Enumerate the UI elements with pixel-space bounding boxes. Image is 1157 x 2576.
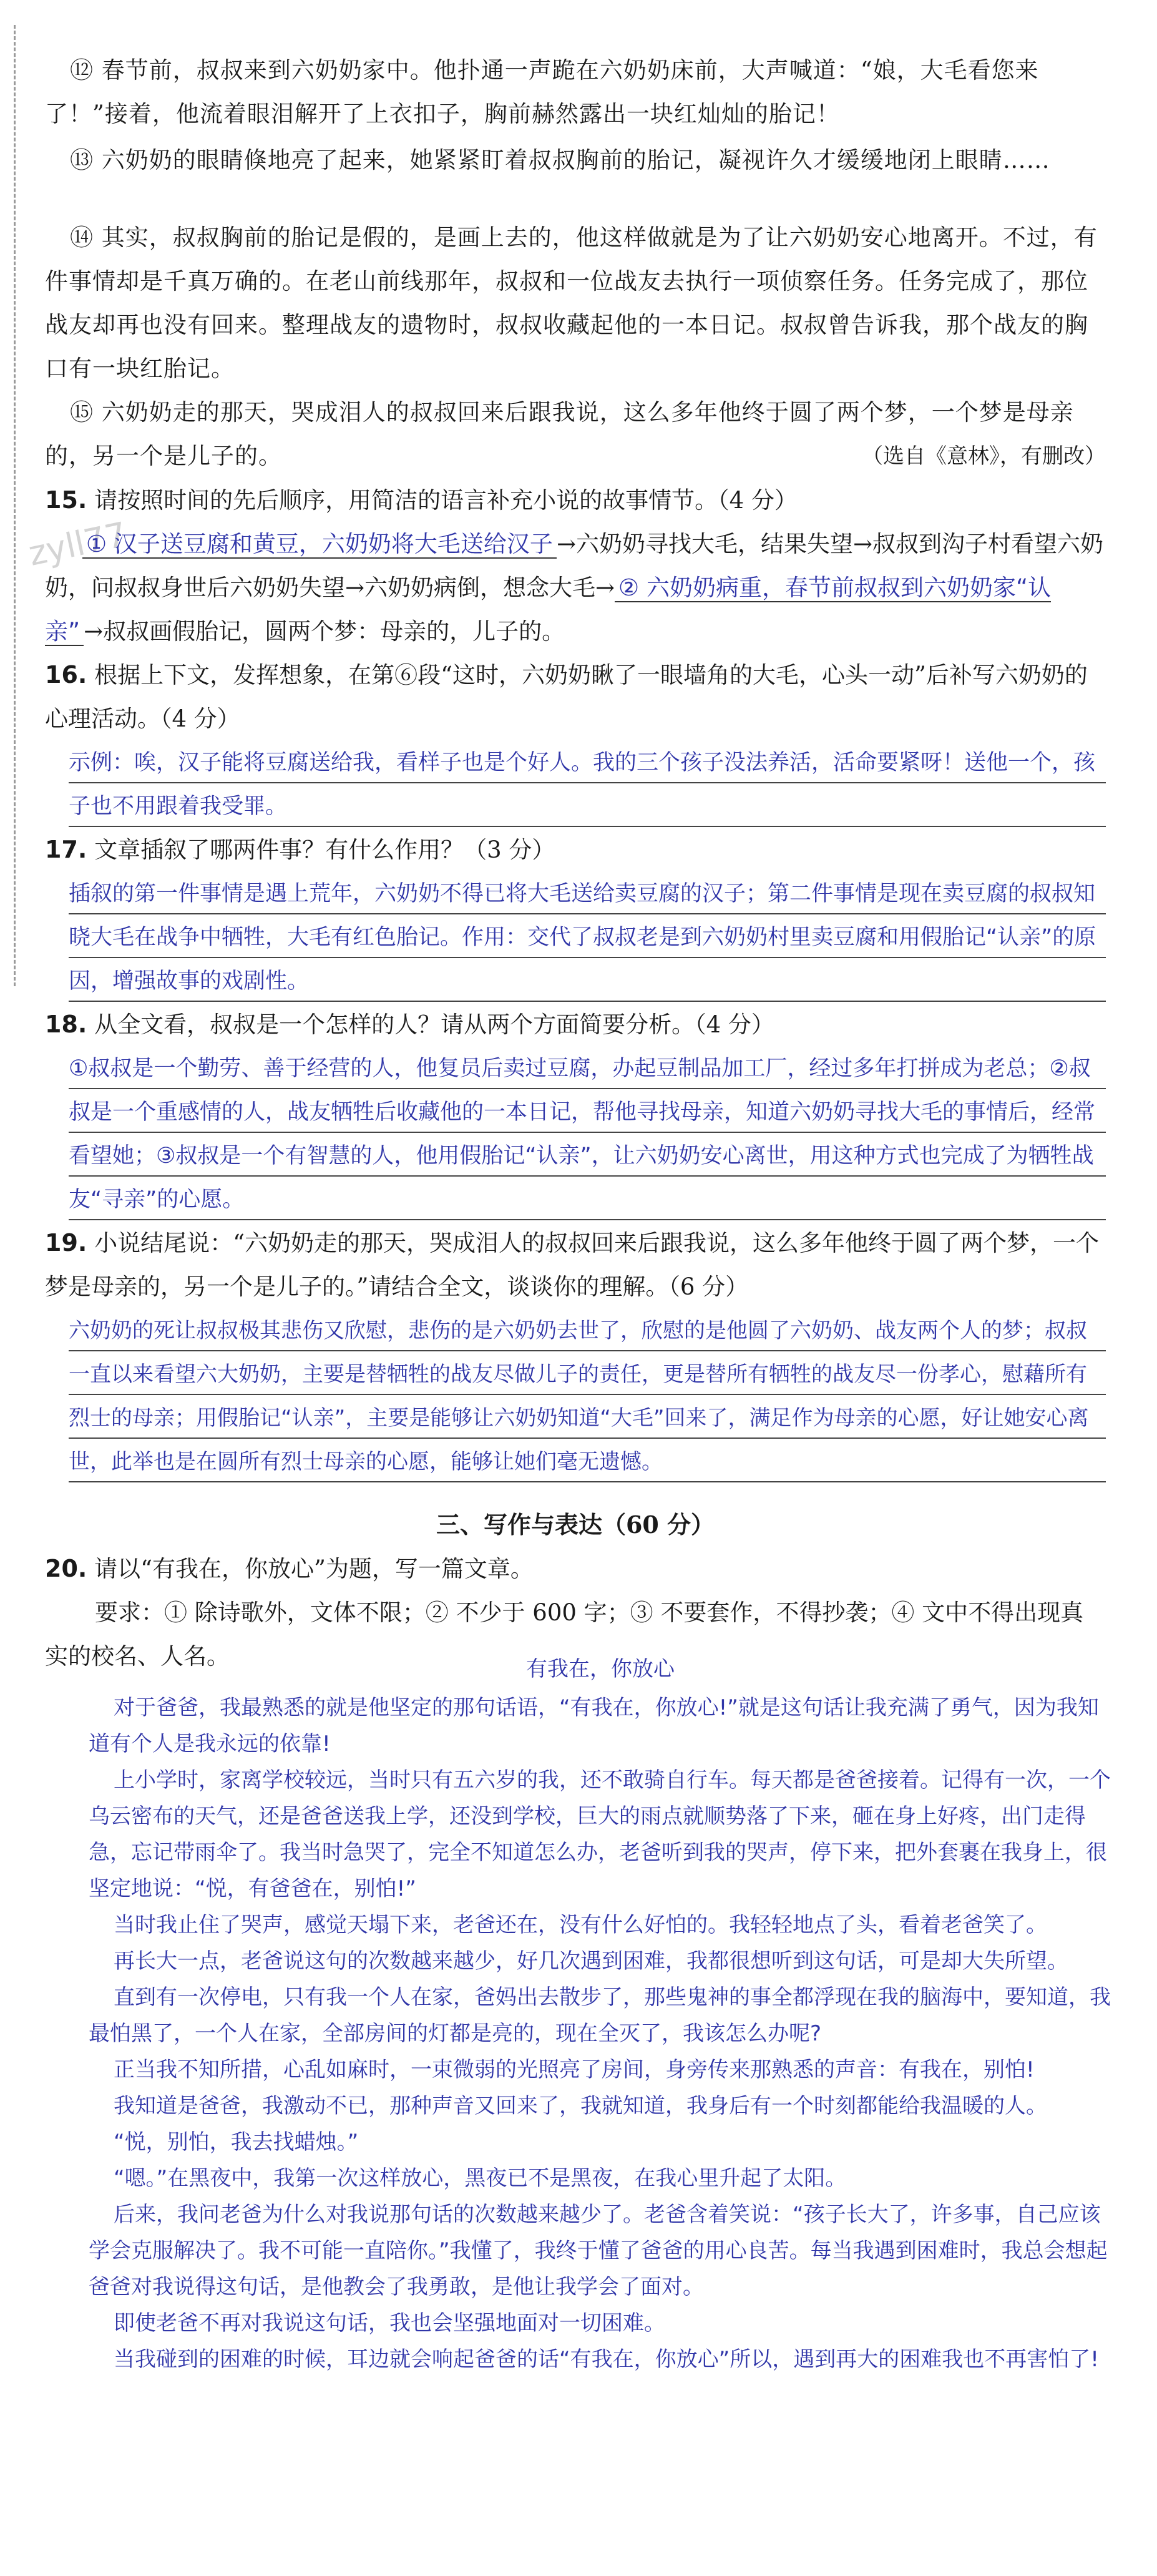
question-18-prompt xyxy=(45,1002,1106,1047)
question-20-number: 20. xyxy=(45,1555,87,1582)
question-15 xyxy=(45,478,1106,654)
essay-paragraph: 即使老爸不再对我说这句话，我也会坚强地面对一切困难。 xyxy=(114,2311,665,2336)
question-20-requirements: 要求：① 除诗歌外，文体不限；② 不少于 600 字；③ 不要套作，不得抄袭；④ 文中不得出现真实的校名、人名。 xyxy=(45,1599,1084,1670)
question-15-text: 请按照时间的先后顺序，用简洁的语言补充小说的故事情节。（4 分） xyxy=(94,487,798,514)
question-18-text: 从全文看，叔叔是一个怎样的人？请从两个方面简要分析。（4 分） xyxy=(94,1011,774,1038)
question-19-number: 19. xyxy=(45,1229,87,1256)
question-15-flow-1: →六奶奶寻找大毛，结果失望→叔叔到沟子村看望六奶奶，问叔叔身世后六奶奶失望→六奶奶病倒，想念大毛→ xyxy=(45,531,1103,601)
essay-paragraph: 我知道是爸爸，我激动不已，那种声音又回来了，我就知道，我身后有一个时刻都能给我温暖的人。 xyxy=(114,2094,1047,2118)
story-source: （选自《意林》，有删改） xyxy=(862,444,1106,469)
question-15-number: 15. xyxy=(45,486,87,514)
essay xyxy=(89,1651,1112,2378)
question-16-prompt xyxy=(45,653,1106,741)
essay-paragraph: 直到有一次停电，只有我一个人在家，爸妈出去散步了，那些鬼神的事全都浮现在我的脑海中，要知道，我最怕黑了，一个人在家，全部房间的灯都是亮的，现在全灭了，我该怎么办呢? xyxy=(89,1985,1111,2046)
question-17-number: 17. xyxy=(45,836,87,863)
question-19 xyxy=(45,1221,1106,1484)
question-18-number: 18. xyxy=(45,1011,87,1038)
essay-paragraph: 再长大一点，老爸说这句的次数越来越少，好几次遇到困难，我都很想听到这句话，可是却大失所望。 xyxy=(114,1949,1068,1974)
story-paragraph-15: ⑮ 六奶奶走的那天，哭成泪人的叔叔回来后跟我说，这么多年他终于圆了两个梦，一个梦是母亲的，另一个是儿子的。 xyxy=(45,399,1074,469)
essay-title: 有我在，你放心 xyxy=(526,1657,675,1682)
question-15-blank-2: ② 六奶奶病重，春节前叔叔到六奶奶家“认亲” xyxy=(45,574,1052,645)
question-19-prompt xyxy=(45,1221,1106,1309)
section-3-title: 三、写作与表达（60 分） xyxy=(436,1511,715,1539)
question-15-flow-2: →叔叔画假胎记，圆两个梦：母亲的，儿子的。 xyxy=(84,618,565,645)
story-paragraph-13: ⑬ 六奶奶的眼睛倏地亮了起来，她紧紧盯着叔叔胸前的胎记，凝视许久才缓缓地闭上眼睛…… xyxy=(70,147,1050,174)
question-15-answer-flow xyxy=(45,522,1106,654)
question-20-prompt xyxy=(45,1547,1106,1591)
question-16-answer: 示例：唉，汉子能将豆腐送给我，看样子也是个好人。我的三个孩子没法养活，活命要紧呀！送他一个，孩子也不用跟着我受罪。 xyxy=(69,741,1106,828)
essay-paragraph: 对于爸爸，我最熟悉的就是他坚定的那句话语，“有我在，你放心!”就是这句话让我充满了勇气，因为我知道有个人是我永远的依靠! xyxy=(89,1695,1099,1756)
essay-paragraph: “嗯。”在黑夜中，我第一次这样放心，黑夜已不是黑夜，在我心里升起了太阳。 xyxy=(114,2166,847,2191)
question-17-answer: 插叙的第一件事情是遇上荒年，六奶奶不得已将大毛送给卖豆腐的汉子；第二件事情是现在卖豆腐的叔叔知晓大毛在战争中牺牲，大毛有红色胎记。作用：交代了叔叔老是到六奶奶村里卖豆腐和用假胎记“认亲”的原因，增强故事的戏剧性。 xyxy=(69,872,1106,1003)
essay-paragraph: 上小学时，家离学校较远，当时只有五六岁的我，还不敢骑自行车。每天都是爸爸接着。记得有一次，一个乌云密布的天气，还是爸爸送我上学，还没到学校，巨大的雨点就顺势落了下来，砸在身上好疼，出门走得急，忘记带雨伞了。我当时急哭了，完全不知道怎么办，老爸听到我的哭声，停下来，把外套裹在我身上，很坚定地说：“悦，有爸爸在，别怕!” xyxy=(89,1768,1111,1901)
question-19-answer: 六奶奶的死让叔叔极其悲伤又欣慰，悲伤的是六奶奶去世了，欣慰的是他圆了六奶奶、战友两个人的梦；叔叔一直以来看望六大奶奶，主要是替牺牲的战友尽做儿子的责任，更是替所有牺牲的战友尽一份孝心，慰藉所有烈士的母亲；用假胎记“认亲”，主要是能够让六奶奶知道“大毛”回来了，满足作为母亲的心愿，好让她安心离世，此举也是在圆所有烈士母亲的心愿，能够让她们毫无遗憾。 xyxy=(69,1309,1106,1484)
question-16 xyxy=(45,653,1106,828)
question-20-text: 请以“有我在，你放心”为题，写一篇文章。 xyxy=(94,1555,534,1582)
question-17-text: 文章插叙了哪两件事？有什么作用？（3 分） xyxy=(94,836,555,863)
question-18 xyxy=(45,1002,1106,1222)
essay-paragraph: 正当我不知所措，心乱如麻时，一束微弱的光照亮了房间，身旁传来那熟悉的声音：有我在，别怕! xyxy=(114,2057,1035,2082)
question-16-text: 根据上下文，发挥想象，在第⑥段“这时，六奶奶瞅了一眼墙角的大毛，心头一动”后补写六奶奶的心理活动。（4 分） xyxy=(45,662,1088,732)
essay-paragraph: 后来，我问老爸为什么对我说那句话的次数越来越少了。老爸含着笑说：“孩子长大了，许多事，自己应该学会克服解决了。我不可能一直陪你。”我懂了，我终于懂了爸爸的用心良苦。每当我遇到困难时，我总会想起爸爸对我说得这句话，是他教会了我勇敢，是他让我学会了面对。 xyxy=(89,2202,1108,2299)
watermark: zyll77 xyxy=(25,514,130,574)
essay-paragraph: 当我碰到的困难的时候，耳边就会响起爸爸的话“有我在，你放心”所以，遇到再大的困难我也不再害怕了! xyxy=(114,2347,1099,2372)
question-15-blank-1: ① 汉子送豆腐和黄豆，六奶奶将大毛送给汉子 xyxy=(82,531,557,559)
binding-margin-dashed-line xyxy=(14,25,16,986)
question-19-text: 小说结尾说：“六奶奶走的那天，哭成泪人的叔叔回来后跟我说，这么多年他终于圆了两个梦，一个梦是母亲的，另一个是儿子的。”请结合全文，谈谈你的理解。（6 分） xyxy=(45,1230,1100,1300)
story-paragraph-12: ⑫ 春节前，叔叔来到六奶奶家中。他扑通一声跪在六奶奶床前，大声喊道：“娘，大毛看您来了！”接着，他流着眼泪解开了上衣扣子，胸前赫然露出一块红灿灿的胎记！ xyxy=(45,57,1039,127)
question-17 xyxy=(45,828,1106,1003)
question-16-number: 16. xyxy=(45,661,87,688)
story-paragraph-14: ⑭ 其实，叔叔胸前的胎记是假的，是画上去的，他这样做就是为了让六奶奶安心地离开。不过，有件事情却是千真万确的。在老山前线那年，叔叔和一位战友去执行一项侦察任务。任务完成了，那位战友却再也没有回来。整理战友的遗物时，叔叔收藏起他的一本日记。叔叔曾告诉我，那个战友的胸口有一块红胎记。 xyxy=(45,224,1098,382)
question-15-prompt xyxy=(45,478,1106,522)
essay-paragraph: “悦，别怕，我去找蜡烛。” xyxy=(114,2130,359,2155)
essay-paragraph: 当时我止住了哭声，感觉天塌下来，老爸还在，没有什么好怕的。我轻轻地点了头，看着老爸笑了。 xyxy=(114,1912,1047,1937)
question-18-answer: ①叔叔是一个勤劳、善于经营的人，他复员后卖过豆腐，办起豆制品加工厂，经过多年打拼成为老总；②叔叔是一个重感情的人，战友牺牲后收藏他的一本日记，帮他寻找母亲，知道六奶奶寻找大毛的事情后，经常看望她；③叔叔是一个有智慧的人，他用假胎记“认亲”，让六奶奶安心离世，用这种方式也完成了为牺牲战友“寻亲”的心愿。 xyxy=(69,1047,1106,1222)
question-17-prompt xyxy=(45,828,1106,872)
